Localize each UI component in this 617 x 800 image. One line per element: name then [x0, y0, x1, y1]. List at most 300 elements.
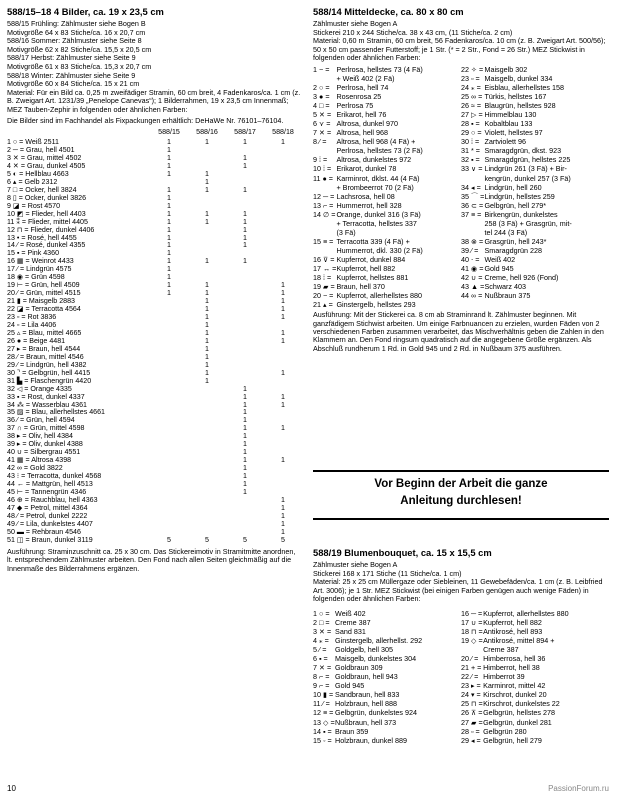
- skein-count: [188, 449, 226, 457]
- list-item: [313, 219, 609, 228]
- color-name: Ginstergelb, allerhellst. 292: [335, 636, 423, 646]
- skein-count: 1: [167, 138, 171, 147]
- color-code: 4 □ =: [313, 101, 330, 111]
- left-column: [7, 6, 302, 573]
- color-code: 10 ▮ =: [313, 690, 334, 700]
- color-name: Kupferrot, hell 882: [336, 264, 396, 273]
- color-code: 1 − =: [313, 64, 330, 74]
- color-code: [461, 645, 483, 654]
- color-label: 2 ─ = Grau, hell 4501: [7, 146, 75, 155]
- notice-line: Vor Beginn der Arbeit die ganze: [374, 478, 548, 490]
- list-item: [313, 699, 609, 708]
- skein-count: [264, 266, 302, 274]
- table-col-header: 588/15: [158, 128, 180, 137]
- skein-count: [150, 298, 188, 306]
- skein-count: [188, 242, 226, 250]
- intro-line: Motivgröße 61 x 83 Stiche/ca. 15,3 x 20,7 cm: [7, 61, 152, 71]
- skein-count: [150, 473, 188, 481]
- color-code: [313, 146, 336, 155]
- color-name: Himmelblau 130: [484, 110, 537, 120]
- skein-count: [264, 346, 302, 354]
- color-name: Gelbgrün, dunkelstes 924: [335, 708, 417, 718]
- skein-count: [264, 179, 302, 187]
- color-name: Altrosa, dunkel 970: [336, 119, 399, 129]
- color-code: 18 ⁞ =: [313, 273, 332, 283]
- list-item: [313, 119, 609, 128]
- skein-count: 1: [167, 281, 171, 290]
- color-label: 1 ○ = Weiß 2511: [7, 138, 59, 147]
- color-name: Himberrosa, hell 36: [483, 654, 546, 664]
- color-code: 1 ○ =: [313, 608, 330, 618]
- skein-count: [150, 457, 188, 465]
- color-name: Braun, hell 370: [336, 282, 385, 292]
- skein-count: [226, 282, 264, 290]
- skein-count: [150, 521, 188, 529]
- skein-count: 1: [243, 488, 247, 497]
- color-code: 30 ⁞ =: [460, 137, 480, 147]
- color-name: Blaugrün, hellstes 928: [484, 101, 556, 111]
- color-label: 12 ⊓ = Flieder, dunkel 4406: [7, 225, 95, 234]
- skein-count: 1: [167, 161, 171, 170]
- skein-count: 1: [167, 146, 171, 155]
- color-name: Creme 387: [483, 645, 519, 655]
- skein-count: 1: [243, 416, 247, 425]
- list-item: [313, 645, 609, 654]
- color-name: Gold 945: [484, 264, 514, 273]
- color-name: tel 244 (3 Fä): [484, 227, 528, 237]
- skein-count: [150, 425, 188, 433]
- skein-count: [264, 242, 302, 250]
- color-name: kengrün, dunkel 257 (3 Fä): [484, 173, 571, 183]
- skein-count: [188, 425, 226, 433]
- color-name: Creme 387: [335, 618, 371, 628]
- skein-count: [150, 362, 188, 370]
- list-item: [313, 690, 609, 699]
- color-label: 26 ● = Beige 4481: [7, 336, 66, 345]
- color-label: 3 ✕ = Grau, mittel 4502: [7, 153, 82, 162]
- intro-line: Motivgröße 60 x 84 Stiche/ca. 15 x 21 cm: [7, 79, 140, 89]
- list-item: [313, 110, 609, 119]
- color-label: 24 ▫ = Lila 4406: [7, 321, 57, 329]
- color-name: Erikarot, hell 76: [336, 110, 387, 120]
- skein-count: [188, 457, 226, 465]
- skein-count: 1: [243, 432, 247, 441]
- list-item: [313, 246, 609, 255]
- fixpack-note: Die Bilder sind im Fachhandel als Fixpackungen erhältlich: DeHaWe Nr. 76101–76104.: [7, 115, 284, 125]
- color-code: [313, 74, 336, 83]
- color-code: 25 ∞ =: [460, 92, 483, 102]
- color-code: 36 ⊂ =: [460, 200, 484, 210]
- list-item: [313, 273, 609, 282]
- pattern-header-588-14: 588/14 Mitteldecke, ca. 80 x 80 cm: [313, 6, 464, 17]
- skein-count: 1: [167, 185, 171, 194]
- skein-count: 1: [281, 527, 285, 536]
- color-label: 35 ▨ = Blau, allerhellstes 4661: [7, 408, 105, 417]
- color-label: 11 ⁑ = Flieder, mittel 4405: [7, 217, 88, 226]
- skein-count: [150, 409, 188, 417]
- skein-count: [150, 505, 188, 513]
- color-name: Kupferrot, allerhellstes 880: [483, 608, 569, 618]
- color-code: 19 ▰ =: [313, 282, 335, 292]
- skein-count: 1: [243, 456, 247, 465]
- color-label: 37 ∩ = Grün, mittel 4598: [7, 424, 85, 433]
- list-item: [313, 192, 609, 201]
- skein-count: [150, 346, 188, 354]
- color-name: Nußbraun 375: [484, 291, 531, 301]
- color-name: Altrosa, hell 968: [336, 128, 389, 138]
- skein-count: [226, 314, 264, 322]
- color-name: Nußbraun, hell 373: [335, 717, 397, 727]
- skein-count: 1: [205, 289, 209, 298]
- color-name: Hummerrot, hell 328: [336, 200, 402, 210]
- skein-count: 1: [281, 328, 285, 337]
- color-code: 4 ⁎ =: [313, 636, 329, 646]
- color-label: 13 • = Rosé, hell 4455: [7, 233, 77, 242]
- skein-count: [150, 330, 188, 338]
- skein-count: [226, 354, 264, 362]
- skein-count: [150, 402, 188, 410]
- color-label: 18 ◉ = Grün 4598: [7, 273, 65, 282]
- color-label: 17 ⁄ = Lindgrün 4575: [7, 265, 72, 274]
- color-name: Gelbgrün 280: [483, 726, 527, 736]
- color-name: Lindgrün, hell 260: [484, 182, 542, 192]
- material-paragraph: Material: Für ein Bild ca. 0,25 m zweifädiger Stramin, 60 cm breit, 4 Fadenkaros/ca. 1 cm (z. B. Zweigart Art. 1231/39 „Penelope Canevas“); 1 Bilderrahmen, 19 x 23,5 cm Innenmaß; MEZ Tauben-Zephir in folgenden oder ähnlichen Farben:: [7, 87, 301, 114]
- skein-count: [150, 489, 188, 497]
- color-code: 37 ≡ =: [460, 209, 482, 219]
- color-name: Gelbgrün, hellstes 278: [483, 708, 555, 718]
- intro-line: Stickerei 168 x 171 Stiche (11 Stiche/ca. 1 cm): [313, 568, 462, 578]
- color-name: 258 (3 Fä) + Grasgrün, mit-: [484, 218, 572, 228]
- color-name: Gelbgrün, dunkel 281: [483, 717, 552, 727]
- color-code: 3 ● =: [313, 92, 330, 102]
- list-item: [313, 137, 609, 146]
- color-code: 15 ≡ =: [313, 236, 334, 246]
- color-name: Sandbraun, hell 833: [335, 690, 400, 700]
- skein-count: [264, 155, 302, 163]
- skein-count: [188, 386, 226, 394]
- skein-count: [226, 322, 264, 330]
- skein-count: [226, 266, 264, 274]
- skein-count: 1: [205, 257, 209, 266]
- color-name: Perlrosa, hell 74: [336, 83, 389, 93]
- right-intro: [313, 20, 609, 63]
- color-code: 29 ○ =: [460, 128, 482, 138]
- skein-count: 1: [167, 193, 171, 202]
- color-code: 11 ⁄ =: [313, 699, 330, 709]
- color-code: [461, 174, 484, 183]
- color-code: 5 ✕ =: [313, 110, 332, 120]
- material-paragraph: Material: 25 x 25 cm Müllergaze oder Siebleinen, 11 Gewebefäden/ca. 1 cm (z. B. Leibfried Art. 3006); je 1 Str. MEZ Stickwist (bei einigen Farben genügen auch wenige Fäden) in folgenden oder ähnlichen Farben:: [313, 577, 603, 604]
- color-code: [313, 228, 336, 237]
- list-item: [313, 101, 609, 110]
- skein-count: [150, 386, 188, 394]
- pattern-header-588-19: 588/19 Blumenbouquet, ca. 15 x 15,5 cm: [313, 547, 492, 558]
- list-item: [313, 183, 609, 192]
- skein-count: 1: [167, 289, 171, 298]
- color-code: 21 + =: [460, 663, 482, 673]
- list-item: [313, 672, 609, 681]
- color-name: Smaragdgrün, hellstes 225: [484, 155, 571, 165]
- color-label: 45 ⊢ = Tannengrün 4346: [7, 488, 87, 497]
- skein-count: 1: [243, 225, 247, 234]
- left-footer: Ausführung: Straminzuschnitt ca. 25 x 30 cm. Das Stickereimotiv in Stramitmitte anordnen, lt. entsprechendem Zählmuster arbeiten. Den Fond nach allen Seiten gleichmäßig auf die Innenmaße des Bilderrahmens ergänzen.: [7, 546, 296, 573]
- color-name: Himberrot 39: [483, 672, 525, 682]
- color-name: Kupferrot, dunkel 884: [336, 254, 406, 264]
- skein-count: [150, 465, 188, 473]
- color-name: (3 Fä): [336, 227, 356, 237]
- list-item: [313, 92, 609, 101]
- color-code: 21 ▴ =: [313, 300, 333, 310]
- list-item: [313, 146, 609, 155]
- skein-count: [226, 346, 264, 354]
- color-label: 50 ▬ = Rehbraun 4546: [7, 527, 81, 536]
- skein-count: 1: [205, 376, 209, 385]
- skein-count: 1: [281, 400, 285, 409]
- skein-count: [188, 235, 226, 243]
- list-item: [313, 291, 609, 300]
- color-name: Altrosa, hell 968 (4 Fä) +: [336, 137, 416, 147]
- color-code: 40 ⋅ =: [460, 254, 480, 264]
- skein-count: 1: [205, 297, 209, 306]
- skein-count: [188, 433, 226, 441]
- color-label: 14 ⁄ = Rosé, dunkel 4355: [7, 241, 86, 250]
- skein-count: 5: [281, 535, 285, 544]
- color-label: 28 ⁄ = Braun, mittel 4546: [7, 352, 84, 361]
- table-col-header: 588/18: [272, 128, 294, 137]
- color-code: 33 ∨ =: [460, 164, 483, 174]
- color-code: 7 ✕ =: [313, 128, 332, 138]
- color-code: [461, 219, 484, 228]
- list-item: [313, 300, 609, 309]
- list-item: [313, 282, 609, 291]
- skein-count: [226, 298, 264, 306]
- skein-count: 1: [205, 368, 209, 377]
- skein-count: [188, 521, 226, 529]
- skein-count: [264, 227, 302, 235]
- skein-count: [226, 274, 264, 282]
- page-number: 10: [7, 784, 16, 793]
- color-label: 46 ⊕ = Rauchblau, hell 4363: [7, 495, 98, 504]
- color-code: 15 ◦ =: [313, 735, 332, 745]
- color-name: Karminrot, dklst. 44 (4 Fä): [336, 173, 420, 183]
- list-item: [313, 681, 609, 690]
- color-code: 14 ▪ =: [313, 726, 332, 736]
- color-code: 9 ⁞ =: [313, 155, 328, 165]
- color-label: 43 ⁝ = Terracotta, dunkel 4568: [7, 472, 102, 481]
- color-name: Perlrosa, hellstes 73 (4 Fä): [336, 64, 423, 74]
- yarn-color-table: [7, 129, 302, 545]
- color-label: 40 ∪ = Silbergrau 4551: [7, 448, 81, 457]
- skein-count: [188, 505, 226, 513]
- color-code: 6 ▪ =: [313, 654, 328, 664]
- skein-count: [226, 195, 264, 203]
- skein-count: [188, 402, 226, 410]
- color-code: 24 ⁎ =: [460, 83, 481, 93]
- table-row: [7, 537, 302, 545]
- skein-count: 5: [205, 535, 209, 544]
- color-list-blumenbouquet: [313, 609, 609, 745]
- color-code: 16 ─ =: [460, 608, 483, 618]
- skein-count: 1: [205, 313, 209, 322]
- color-label: 48 ⁄ = Petrol, dunkel 2222: [7, 511, 88, 520]
- skein-count: 1: [167, 209, 171, 218]
- color-label: 22 ◪ = Terracotta 4564: [7, 305, 81, 314]
- color-name: Türkis, hellstes 167: [484, 92, 547, 102]
- skein-count: 1: [281, 313, 285, 322]
- skein-count: 1: [167, 265, 171, 274]
- color-label: 36 ⁄ = Grün, hell 4594: [7, 416, 75, 425]
- color-name: Goldbraun 309: [335, 663, 383, 673]
- color-name: Maisgelb, dunkel 334: [484, 74, 553, 84]
- skein-count: [264, 219, 302, 227]
- skein-count: [264, 163, 302, 171]
- intro-line: Zählmuster siehe Bogen A: [313, 560, 398, 569]
- skein-count: 1: [167, 273, 171, 282]
- skein-count: 1: [167, 153, 171, 162]
- color-name: Holzbraun, dunkel 889: [335, 735, 407, 745]
- skein-count: [226, 338, 264, 346]
- color-name: Maisgelb, dunkelstes 304: [335, 654, 417, 664]
- color-name: Perlrosa 75: [336, 101, 374, 111]
- color-code: 19 ◇ =: [460, 636, 483, 646]
- list-item: [313, 174, 609, 183]
- color-code: 32 ▪ =: [460, 155, 480, 165]
- color-label: 7 □ = Ocker, hell 3824: [7, 185, 77, 194]
- skein-count: [188, 266, 226, 274]
- skein-count: [188, 417, 226, 425]
- skein-count: [264, 171, 302, 179]
- skein-count: 1: [243, 480, 247, 489]
- color-label: 16 ▦ = Weinrot 4433: [7, 257, 74, 266]
- skein-count: 1: [205, 169, 209, 178]
- list-item: [313, 128, 609, 137]
- list-item: [313, 727, 609, 736]
- skein-count: 1: [243, 464, 247, 473]
- color-code: 8 ⁄ =: [313, 137, 327, 147]
- skein-count: [188, 155, 226, 163]
- list-item: [313, 237, 609, 246]
- skein-count: 1: [205, 138, 209, 147]
- color-label: 44 ← = Mattgrün, hell 4513: [7, 480, 93, 489]
- color-code: [313, 183, 336, 192]
- skein-count: [264, 354, 302, 362]
- skein-count: 1: [205, 321, 209, 329]
- color-name: Hummerrot, dkl. 330 (2 Fä): [336, 245, 423, 255]
- color-label: 42 ∞ = Gold 3822: [7, 464, 63, 473]
- right-column-lower: [313, 547, 609, 745]
- color-name: Himberrot, hell 38: [483, 663, 540, 673]
- skein-count: 1: [243, 153, 247, 162]
- color-code: 3 ✕ =: [313, 627, 332, 637]
- color-name: Smaragdgrün, dkst. 923: [484, 146, 562, 156]
- color-name: Weiß 402: [484, 254, 516, 264]
- skein-count: [150, 441, 188, 449]
- skein-count: [150, 513, 188, 521]
- skein-count: [150, 314, 188, 322]
- color-code: 28 ▫ =: [460, 726, 480, 736]
- list-item: [313, 83, 609, 92]
- skein-count: 1: [243, 138, 247, 147]
- color-name: Kobaltblau 133: [484, 119, 533, 129]
- skein-count: 1: [205, 360, 209, 369]
- skein-count: 1: [243, 448, 247, 457]
- color-name: Karminrot, mittel 42: [483, 681, 546, 691]
- color-code: 17 ↔ =: [313, 264, 337, 273]
- skein-count: [150, 370, 188, 378]
- intro-line: 588/17 Herbst: Zählmuster siehe Seite 9: [7, 53, 136, 63]
- skein-count: 1: [281, 424, 285, 433]
- color-label: 51 ◫ = Braun, dunkel 3119: [7, 535, 93, 544]
- skein-count: 1: [205, 209, 209, 218]
- color-label: 27 ▸ = Braun, hell 4544: [7, 344, 81, 353]
- color-code: 14 ∅ =: [313, 209, 336, 219]
- skein-count: [264, 441, 302, 449]
- color-code: 12 ─ =: [313, 191, 335, 201]
- color-code: 2 ○ =: [313, 83, 330, 93]
- color-code: 29 ◂ =: [460, 735, 481, 745]
- color-code: 25 ⊓ =: [460, 699, 483, 709]
- color-label: 19 ⊢ = Grün, hell 4509: [7, 281, 80, 290]
- skein-count: [188, 489, 226, 497]
- list-item: [313, 636, 609, 645]
- color-name: Lindgrün, hellstes 259: [484, 191, 555, 201]
- skein-count: [226, 306, 264, 314]
- color-name: Kupferrot, allerhellstes 880: [336, 291, 422, 301]
- color-label: 33 ▪ = Rost, dunkel 4337: [7, 392, 85, 401]
- color-code: 44 ∞ =: [460, 291, 483, 301]
- color-code: 20 − =: [313, 291, 334, 301]
- skein-count: [150, 481, 188, 489]
- color-code: 34 ◂ =: [460, 182, 481, 192]
- skein-count: 1: [243, 241, 247, 250]
- skein-count: 1: [281, 336, 285, 345]
- color-label: 5 ◐ = Hellblau 4663: [7, 169, 69, 178]
- skein-count: 1: [281, 519, 285, 528]
- color-label: 9 ◪ = Rost 4570: [7, 201, 61, 210]
- color-name: Terracotta 339 (4 Fä) +: [336, 236, 410, 246]
- skein-count: [226, 362, 264, 370]
- list-item: [313, 627, 609, 636]
- skein-count: [150, 338, 188, 346]
- color-code: 16 ⊽ =: [313, 254, 335, 264]
- color-code: 42 ∪ =: [460, 273, 483, 283]
- color-label: 34 ⁂ = Wasserblau 4361: [7, 400, 87, 409]
- color-code: [313, 246, 336, 255]
- skein-count: [150, 394, 188, 402]
- notice-line: Anleitung durchlesen!: [400, 495, 522, 507]
- skein-count: [226, 513, 264, 521]
- color-label: 47 ◆ = Petrol, mittel 4364: [7, 503, 88, 512]
- list-item: [313, 164, 609, 173]
- color-name: Braun 359: [335, 726, 369, 736]
- color-name: + Terracotta, hellstes 337: [336, 218, 417, 228]
- skein-count: [226, 505, 264, 513]
- skein-count: 1: [167, 249, 171, 258]
- skein-count: 1: [281, 138, 285, 147]
- color-name: Erikarot, dunkel 78: [336, 164, 397, 174]
- skein-count: 1: [243, 424, 247, 433]
- color-name: Lachsrosa, hell 08: [336, 191, 395, 201]
- color-label: 30 ⌝ = Gelbgrün, hell 4415: [7, 368, 91, 377]
- skein-count: 1: [205, 328, 209, 337]
- color-code: 27 ▰ =: [460, 717, 483, 727]
- skein-count: 1: [243, 472, 247, 481]
- color-name: Maisgelb 302: [484, 64, 528, 74]
- list-item: [313, 65, 609, 74]
- skein-count: 1: [205, 281, 209, 290]
- color-name: Grasgrün, hell 243*: [484, 236, 547, 246]
- skein-count: [264, 465, 302, 473]
